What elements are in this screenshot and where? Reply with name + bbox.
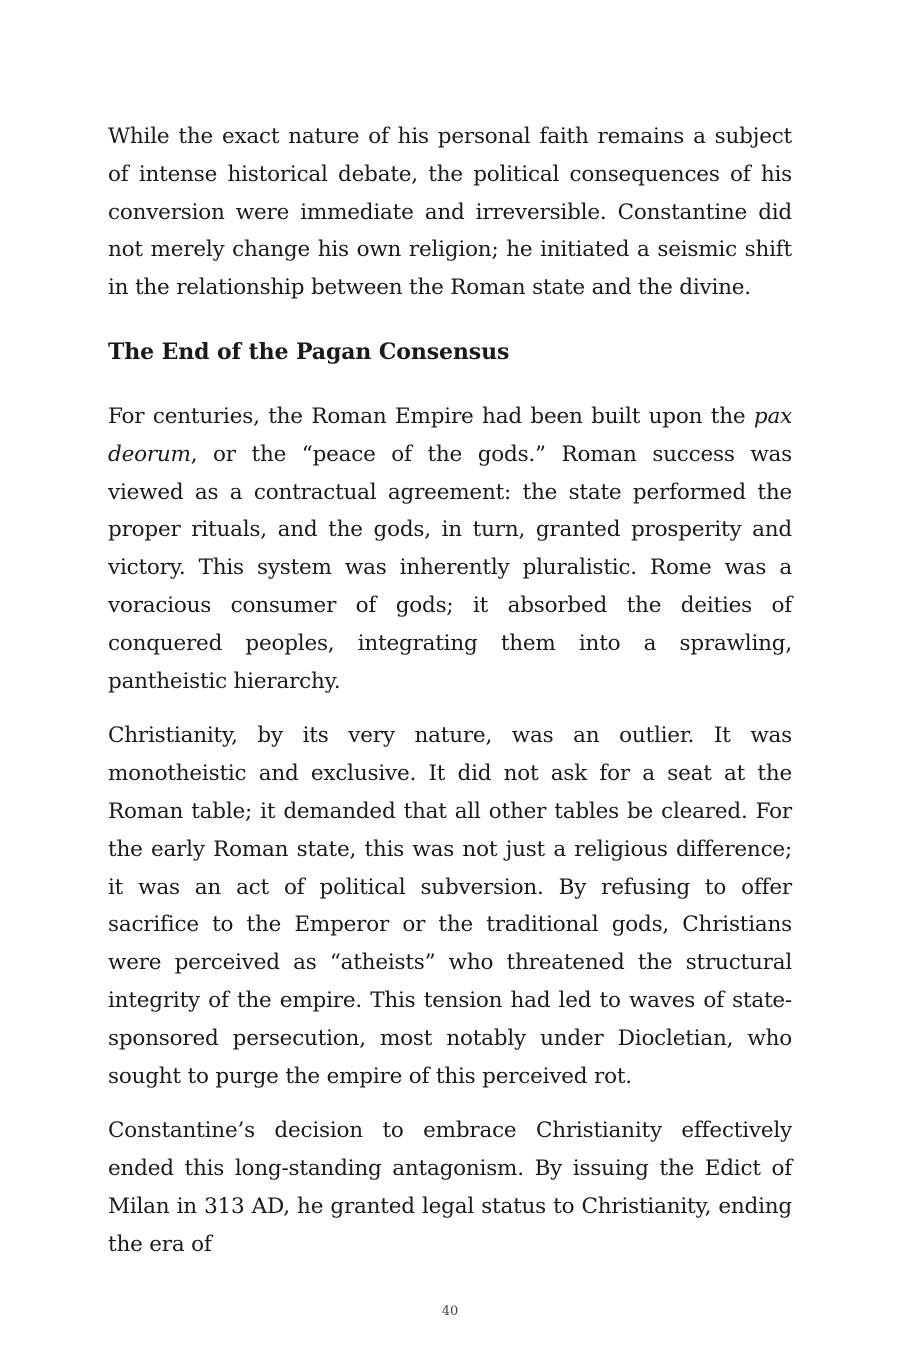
page-body bbox=[108, 118, 792, 1264]
paragraph-text-rest: , or the “peace of the gods.” Roman success was viewed as a contractual agreement: the state performed the proper rituals, and the gods, in turn, granted prosperity and victory. This system was inherently pluralistic. Rome was a voracious consumer of gods; it absorbed the deities of conquered peoples, integrating them into a sprawling, pantheistic hierarchy. bbox=[108, 441, 792, 694]
italic-term: pax deorum bbox=[108, 403, 792, 467]
section-heading: The End of the Pagan Consensus bbox=[108, 338, 510, 365]
paragraph-edict-of-milan: Constantine’s decision to embrace Christianity effectively ended this long-standing antagonism. By issuing the Edict of Milan in 313 AD, he granted legal status to Christianity, ending the era of bbox=[108, 1118, 792, 1257]
paragraph-faith-debate: While the exact nature of his personal faith remains a subject of intense historical debate, the political consequences of his conversion were immediate and irreversible. Constantine did not merely change his own religion; he initiated a seismic shift in the relationship between the Roman state and the divine. bbox=[108, 124, 792, 301]
page-number: 40 bbox=[441, 1304, 459, 1319]
paragraph-text-start: For centuries, the Roman Empire had been built upon the bbox=[108, 403, 754, 429]
paragraph-christianity-outlier: Christianity, by its very nature, was an outlier. It was monotheistic and exclusive. It did not ask for a seat at the Roman table; it demanded that all other tables be cleared. For the early Roman state, this was not just a religious difference; it was an act of political subversion. By refusing to offer sacrifice to the Emperor or the traditional gods, Christians were perceived as “atheists” who threatened the structural integrity of the empire. This tension had led to waves of state-sponsored persecution, most notably under Diocletian, who sought to purge the empire of this perceived rot. bbox=[108, 723, 792, 1089]
paragraph-pax-deorum bbox=[108, 398, 792, 700]
